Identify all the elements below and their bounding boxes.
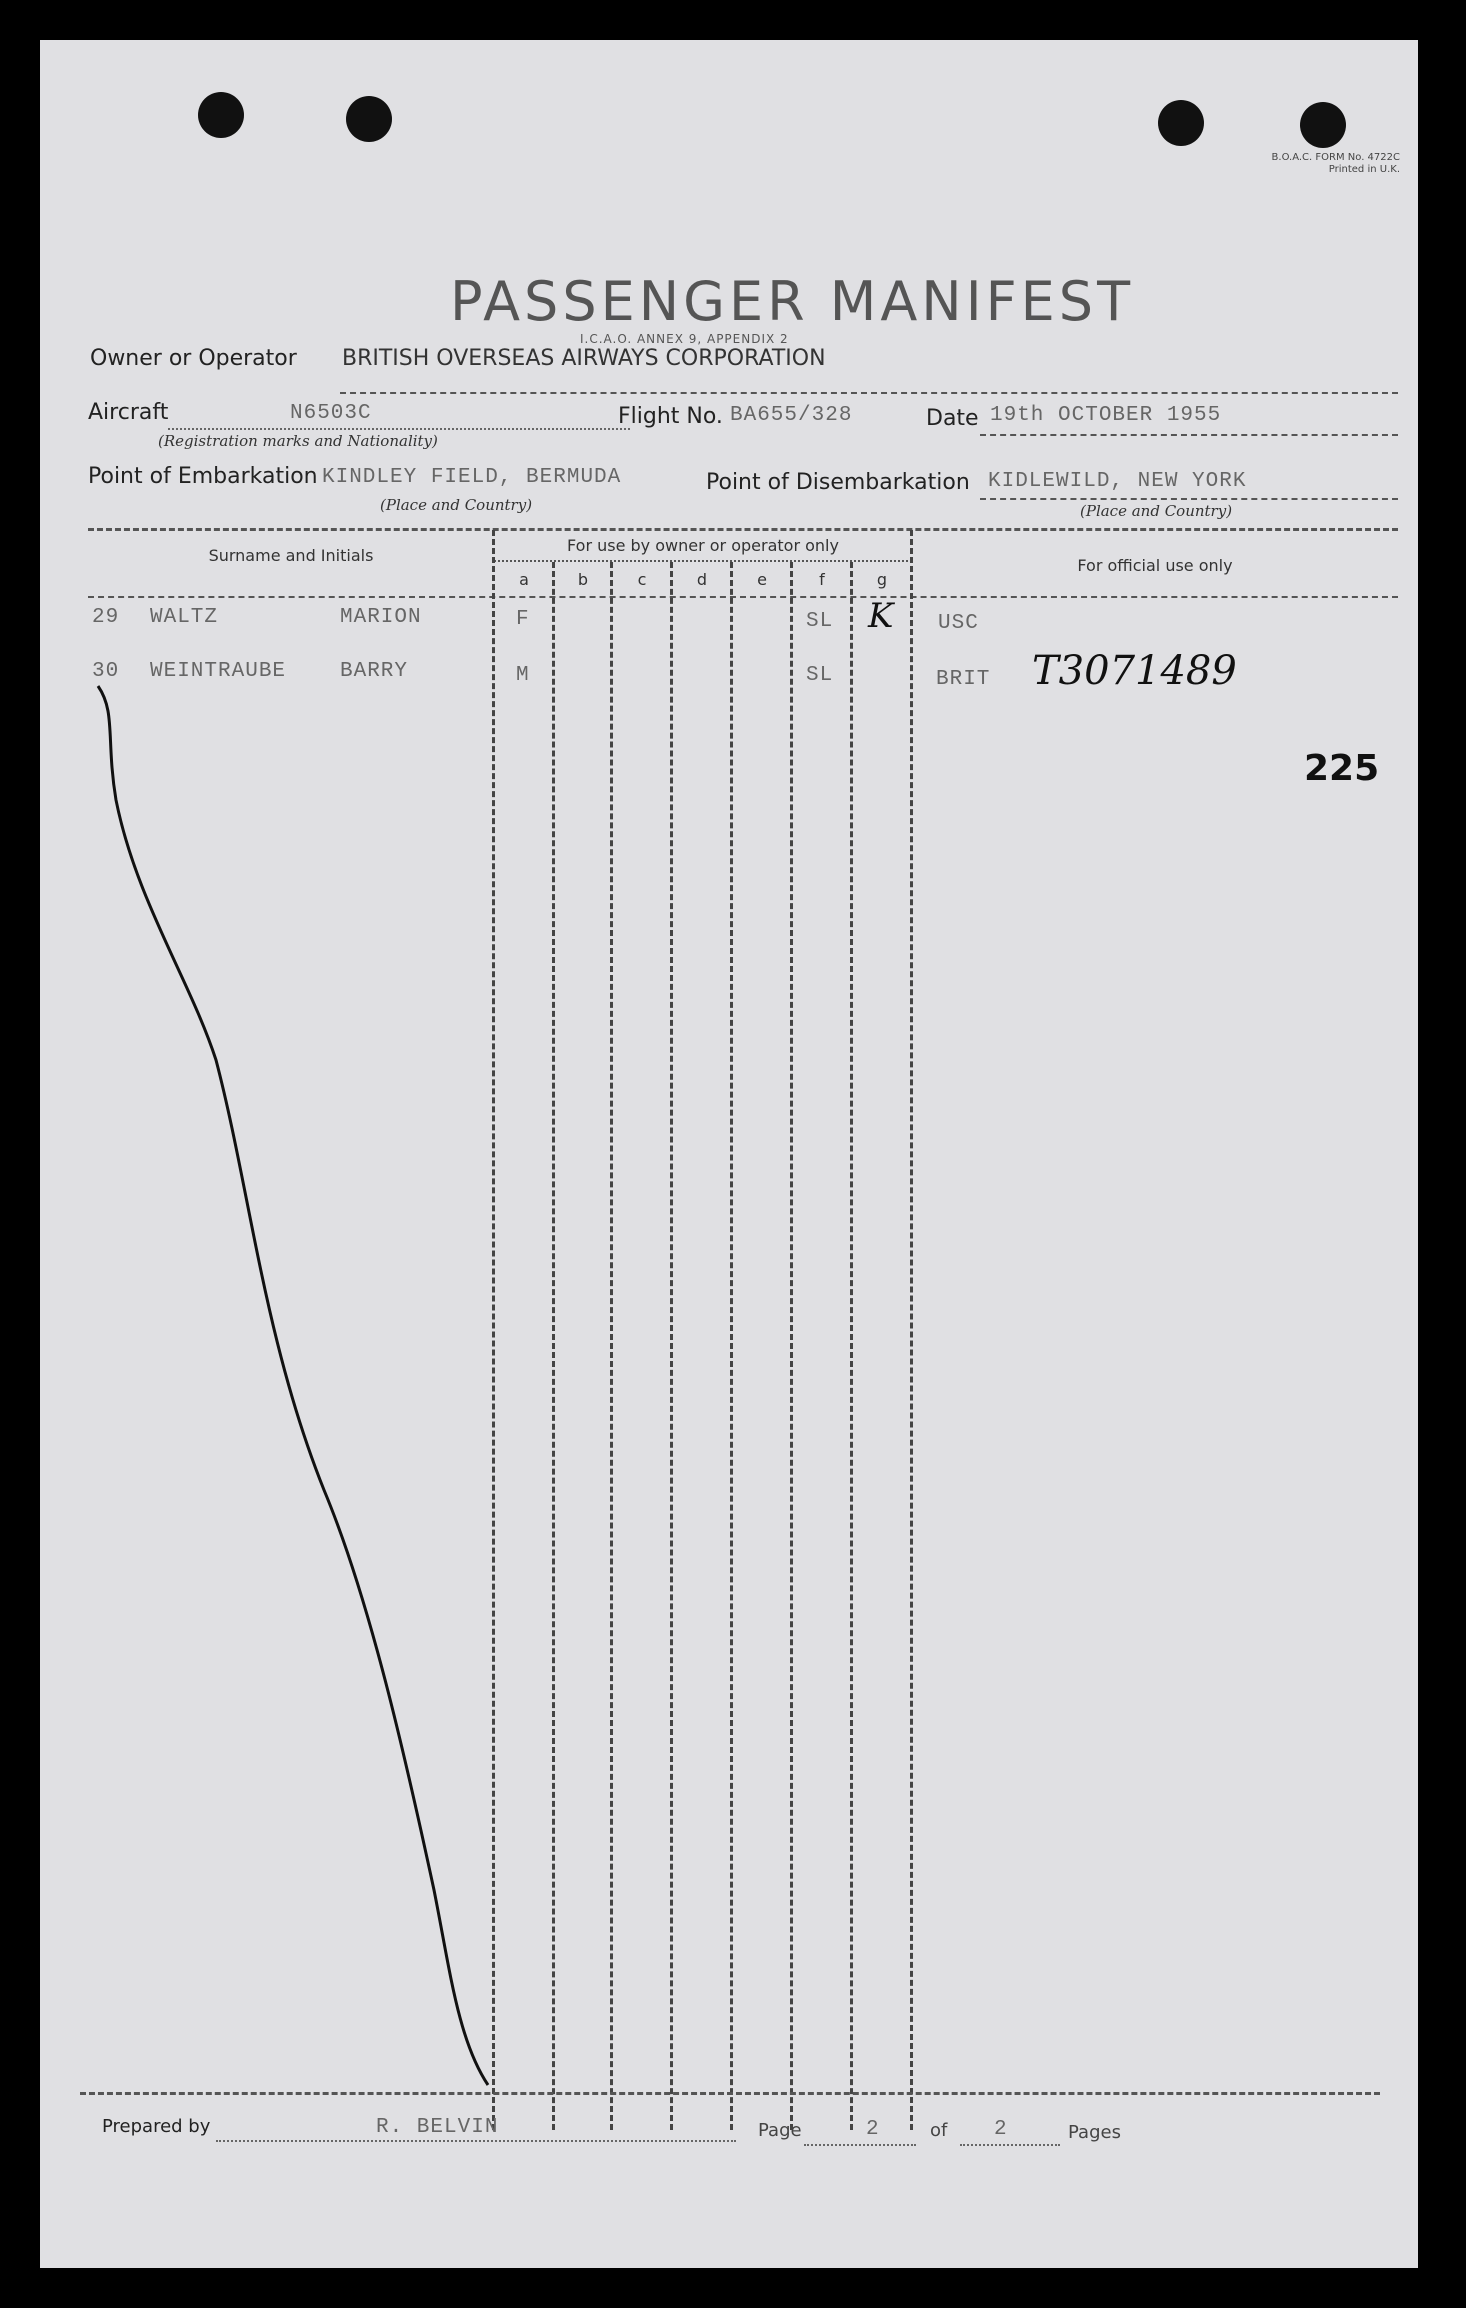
row-number: 30 bbox=[92, 660, 120, 683]
form-number: B.O.A.C. FORM No. 4722C bbox=[1271, 152, 1400, 163]
pages-rule bbox=[960, 2144, 1060, 2146]
manifest-page bbox=[40, 40, 1418, 2268]
sub-col-c: c bbox=[637, 570, 647, 589]
sub-col-a: a bbox=[519, 570, 529, 589]
prepared-label: Prepared by bbox=[102, 2116, 211, 2137]
flight-value: BA655/328 bbox=[730, 404, 853, 427]
sub-col-d: d bbox=[696, 570, 708, 589]
embark-label: Point of Embarkation bbox=[88, 464, 318, 489]
sub-col-b: b bbox=[577, 570, 589, 589]
row-given-name: MARION bbox=[340, 606, 422, 629]
aircraft-note: (Registration marks and Nationality) bbox=[158, 432, 438, 450]
page-number: 2 bbox=[866, 2118, 880, 2141]
page-subtitle: I.C.A.O. ANNEX 9, APPENDIX 2 bbox=[580, 332, 789, 346]
embark-value: KINDLEY FIELD, BERMUDA bbox=[322, 466, 622, 489]
embark-note: (Place and Country) bbox=[380, 496, 533, 514]
col-operator-header: For use by owner or operator only bbox=[567, 536, 839, 555]
owner-value: BRITISH OVERSEAS AIRWAYS CORPORATION bbox=[342, 346, 826, 371]
row-col-a: M bbox=[516, 664, 530, 687]
aircraft-value: N6503C bbox=[290, 402, 372, 425]
aircraft-label: Aircraft bbox=[88, 400, 169, 425]
row-surname: WALTZ bbox=[150, 606, 219, 629]
date-label: Date bbox=[926, 406, 979, 431]
disembark-value: KIDLEWILD, NEW YORK bbox=[988, 470, 1247, 493]
owner-label: Owner or Operator bbox=[90, 346, 297, 371]
sub-col-g: g bbox=[876, 570, 888, 589]
hand-drawn-closing-line bbox=[40, 40, 1418, 2268]
page-total: 2 bbox=[994, 2118, 1008, 2141]
disembark-note: (Place and Country) bbox=[1080, 502, 1233, 520]
footer-rule bbox=[80, 2092, 1380, 2095]
row-col-f: SL bbox=[806, 664, 834, 687]
page-rule bbox=[804, 2144, 916, 2146]
row-col-a: F bbox=[516, 608, 530, 631]
row-given-name: BARRY bbox=[340, 660, 409, 683]
printed-in: Printed in U.K. bbox=[1328, 164, 1400, 175]
page-stamp-number: 225 bbox=[1304, 748, 1380, 789]
row-surname: WEINTRAUBE bbox=[150, 660, 287, 683]
page-label: Page bbox=[758, 2120, 802, 2141]
sub-col-f: f bbox=[819, 570, 825, 589]
date-value: 19th OCTOBER 1955 bbox=[990, 404, 1222, 427]
row-col-f: SL bbox=[806, 610, 834, 633]
row-number: 29 bbox=[92, 606, 120, 629]
page-title: PASSENGER MANIFEST bbox=[450, 270, 1135, 333]
prepared-rule bbox=[216, 2140, 736, 2142]
of-label: of bbox=[930, 2120, 948, 2141]
row-official: BRIT bbox=[936, 668, 991, 691]
row-col-g: K bbox=[868, 596, 894, 636]
flight-label: Flight No. bbox=[618, 404, 723, 429]
disembark-label: Point of Disembarkation bbox=[706, 470, 970, 495]
prepared-value: R. BELVIN bbox=[376, 2116, 499, 2139]
row-official-handwritten: T3071489 bbox=[1032, 648, 1237, 694]
pages-label: Pages bbox=[1068, 2122, 1121, 2143]
sub-col-e: e bbox=[757, 570, 767, 589]
col-official-header: For official use only bbox=[1077, 556, 1233, 575]
row-official: USC bbox=[938, 612, 979, 635]
col-name-header: Surname and Initials bbox=[208, 546, 374, 565]
